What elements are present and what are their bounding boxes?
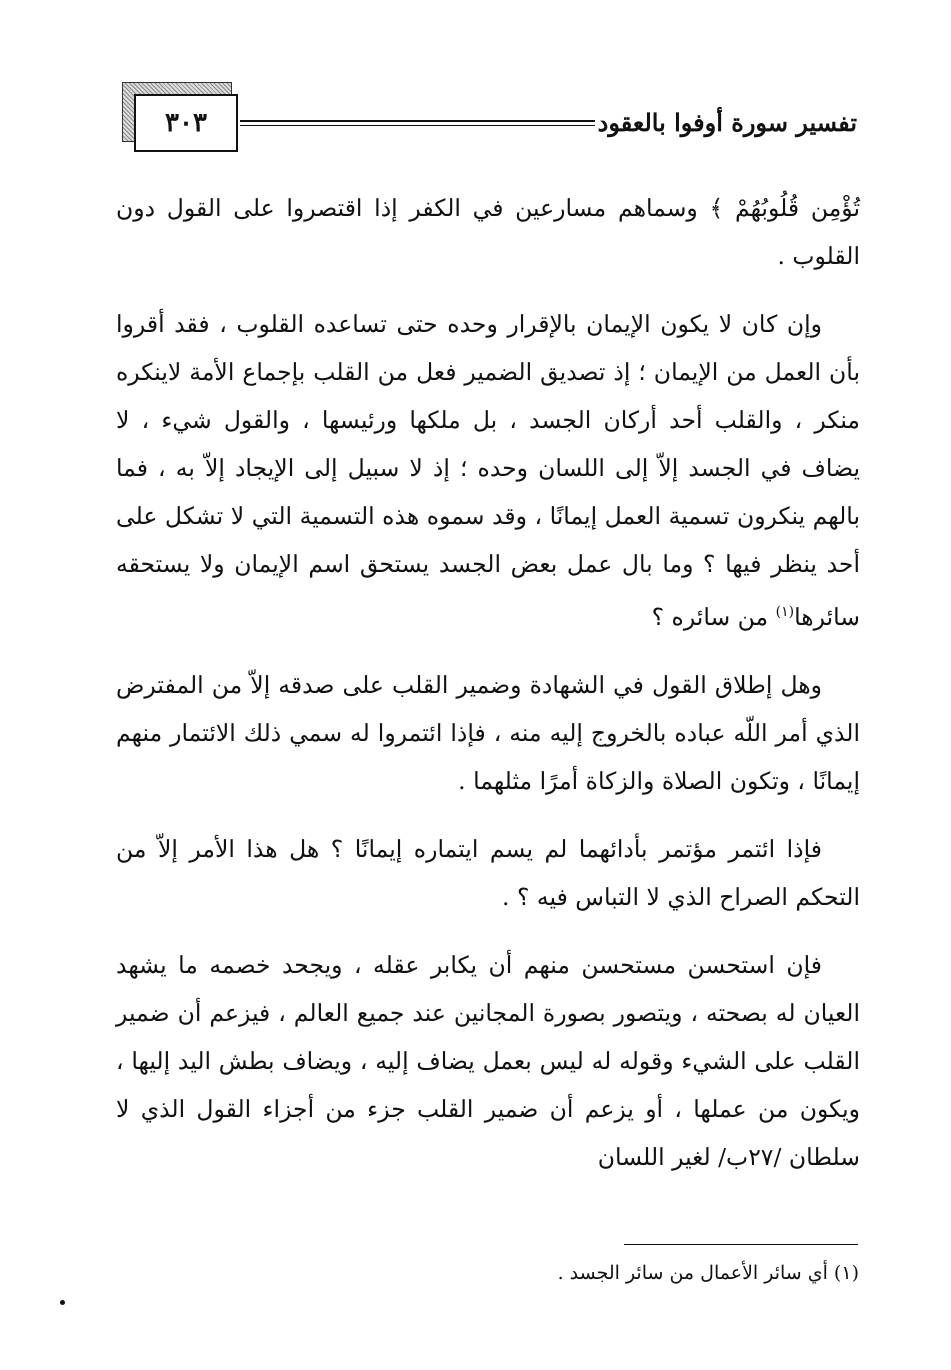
paragraph-4: فإذا ائتمر مؤتمر بأدائهما لم يسم ايتماره إيمانًا ؟ هل هذا الأمر إلاّ من التحكم الصراح الذي لا التباس فيه ؟ . [116,834,860,911]
running-title: تفسير سورة أوفوا بالعقود [597,108,857,137]
paragraph-1: تُؤْمِن قُلُوبُهُمْ ﴾ وسماهم مسارعين في الكفر إذا اقتصروا على القول دون القلوب . [116,194,860,270]
paragraph-2-text: وإن كان لا يكون الإيمان بالإقرار وحده حتى تساعده القلوب ، فقد أقروا بأن العمل من الإيمان ؛ إذ تصديق الضمير فعل من القلب بإجماع الأمة لاينكره منكر ، والقلب أحد أركان الجسد ، بل ملكها ورئيسها ، والقول شيء ، لا يضاف في الجسد إلاّ إلى اللسان وحده ؛ إذ لا سبيل إلى الإيجاد إلاّ به ، فما بالهم ينكرون تسمية العمل إيمانًا ، وقد سموه هذه التسمية التي لا تشكل على أحد ينظر فيها ؟ وما بال عمل بعض الجسد يستحق اسم الإيمان ولا يستحقه سائرها [116,310,860,631]
header-rule [240,120,595,126]
paragraph-2 [116,300,860,641]
footnote-rule [624,1244,858,1245]
footnote-marker: (١) [775,604,795,620]
paragraph-5: فإن استحسن مستحسن منهم أن يكابر عقله ، ويجحد خصمه ما يشهد العيان له بصحته ، ويتصور بصورة المجانين عند جميع العالم ، فيزعم أن ضمير القلب على الشيء وقوله له ليس بعمل يضاف إليه ، ويضاف بطش اليد إليها ، ويكون من عملها ، أو يزعم أن ضمير القلب جزء من أجزاء القول الذي لا سلطان /٢٧ب/ لغير اللسان [116,950,860,1171]
paragraph-3: وهل إطلاق القول في الشهادة وضمير القلب على صدقه إلاّ من المفترض الذي أمر اللّه عباده بالخروج إليه منه ، فإذا ائتمروا له سمي ذلك الائتمار منهم إيمانًا ، وتكون الصلاة والزكاة أمرًا مثلهما . [116,670,860,795]
page-number: ٣٠٣ [134,94,238,152]
paragraph-2-tail: من سائره ؟ [651,602,769,631]
footnote: (١) أي سائر الأعمال من سائر الجسد . [557,1262,859,1284]
body-text [116,184,860,1181]
margin-dot [60,1300,65,1305]
page-header [122,82,857,162]
